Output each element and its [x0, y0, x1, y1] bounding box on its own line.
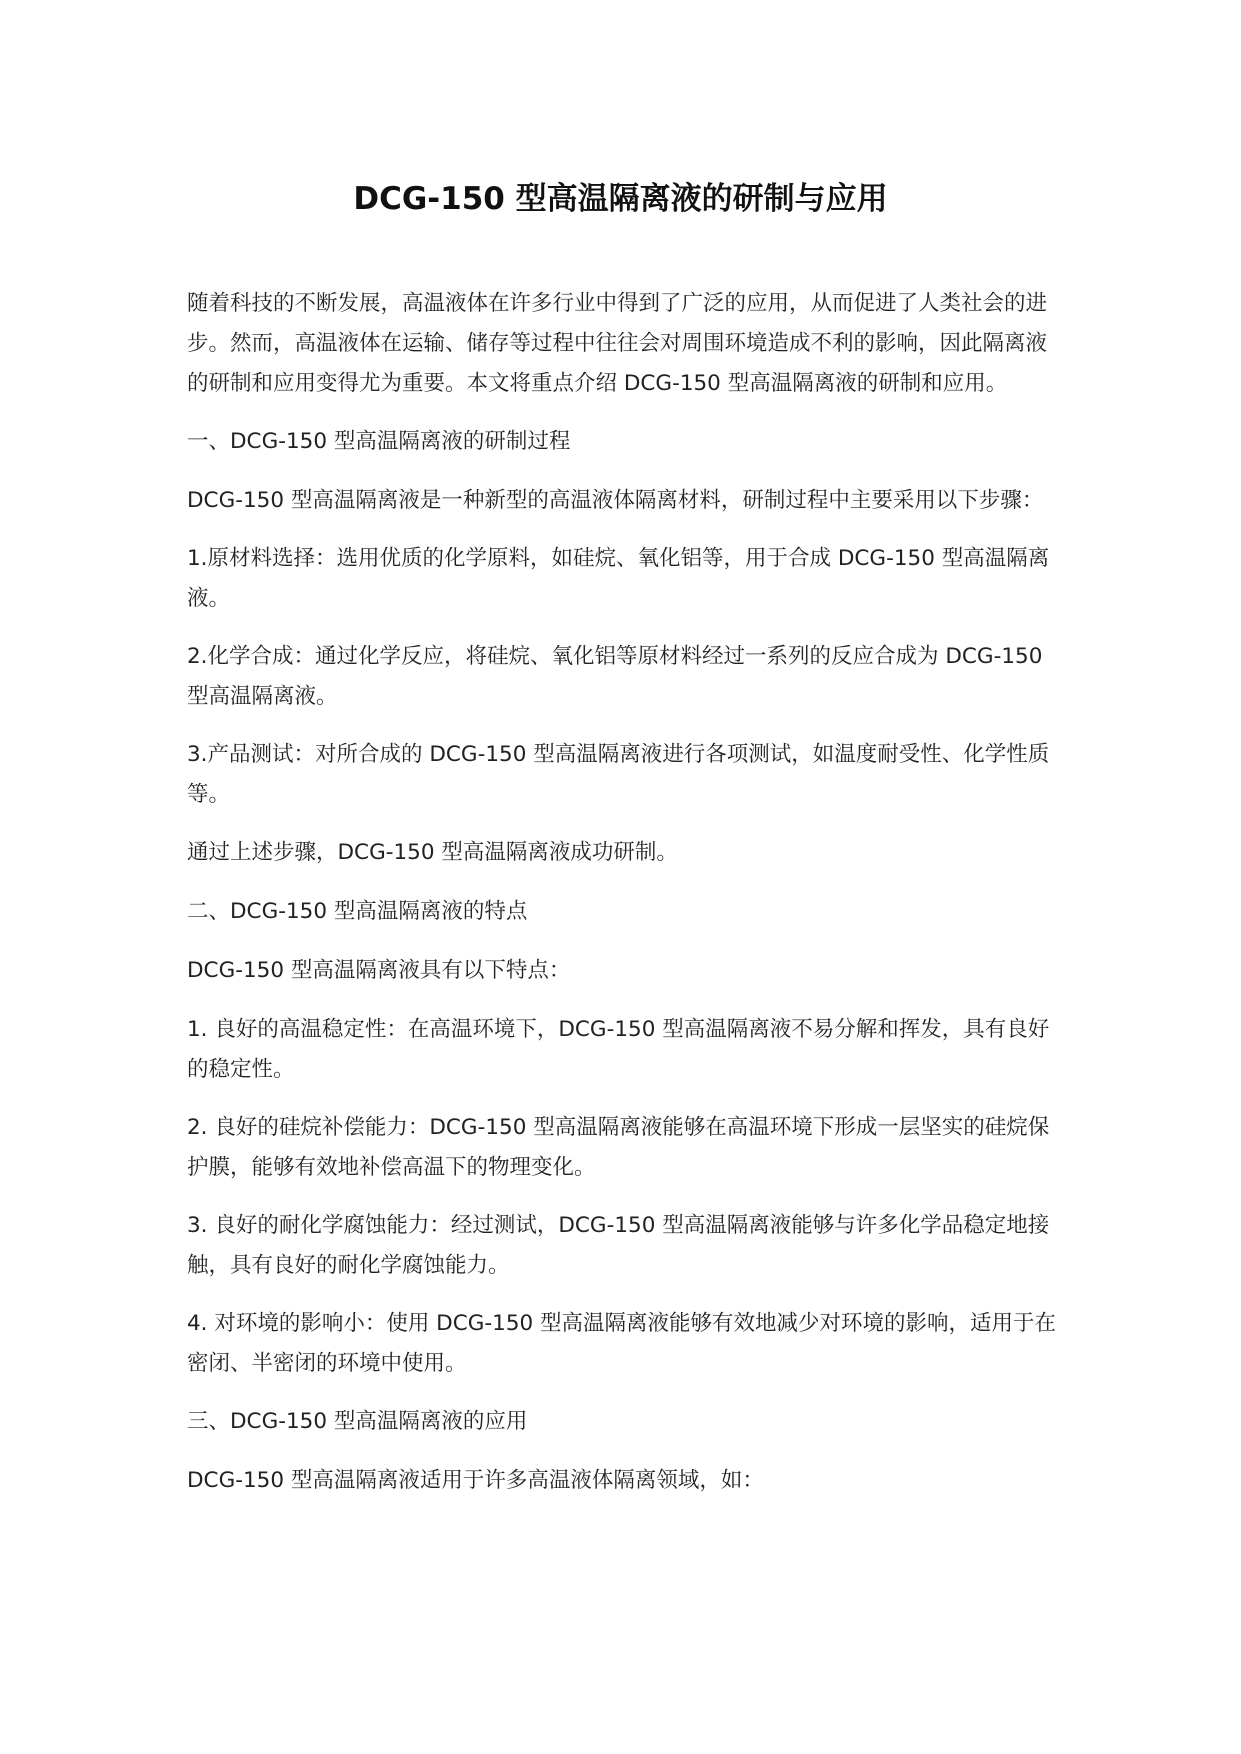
intro-paragraph: 随着科技的不断发展，高温液体在许多行业中得到了广泛的应用，从而促进了人类社会的进步。然而，高温液体在运输、储存等过程中往往会对周围环境造成不利的影响，因此隔离液的研制和应用变得尤为重要。本文将重点介绍 DCG-150 型高温隔离液的研制和应用。 — [187, 291, 1048, 396]
list-item: 1. 良好的高温稳定性：在高温环境下，DCG-150 型高温隔离液不易分解和挥发，具有良好的稳定性。 — [187, 1017, 1050, 1082]
paragraph: DCG-150 型高温隔离液适用于许多高温液体隔离领域，如： — [187, 1468, 764, 1493]
document-body — [187, 284, 1057, 1520]
list-item: 4. 对环境的影响小：使用 DCG-150 型高温隔离液能够有效地减少对环境的影响，适用于在密闭、半密闭的环境中使用。 — [187, 1311, 1057, 1376]
list-item: 2. 良好的硅烷补偿能力：DCG-150 型高温隔离液能够在高温环境下形成一层坚实的硅烷保护膜，能够有效地补偿高温下的物理变化。 — [187, 1115, 1050, 1180]
list-item: 3.产品测试：对所合成的 DCG-150 型高温隔离液进行各项测试，如温度耐受性、化学性质等。 — [187, 742, 1050, 807]
section-heading-3: 三、DCG-150 型高温隔离液的应用 — [187, 1409, 528, 1434]
section-heading-1: 一、DCG-150 型高温隔离液的研制过程 — [187, 429, 571, 454]
list-item: 3. 良好的耐化学腐蚀能力：经过测试，DCG-150 型高温隔离液能够与许多化学品稳定地接触，具有良好的耐化学腐蚀能力。 — [187, 1213, 1050, 1278]
document-title: DCG-150 型高温隔离液的研制与应用 — [353, 181, 888, 217]
list-item: 2.化学合成：通过化学反应，将硅烷、氧化铝等原材料经过一系列的反应合成为 DCG-150 型高温隔离液。 — [187, 644, 1043, 709]
paragraph: 通过上述步骤，DCG-150 型高温隔离液成功研制。 — [187, 840, 678, 865]
paragraph: DCG-150 型高温隔离液是一种新型的高温液体隔离材料，研制过程中主要采用以下步骤： — [187, 488, 1044, 513]
section-heading-2: 二、DCG-150 型高温隔离液的特点 — [187, 899, 528, 924]
list-item: 1.原材料选择：选用优质的化学原料，如硅烷、氧化铝等，用于合成 DCG-150 型高温隔离液。 — [187, 546, 1050, 611]
paragraph: DCG-150 型高温隔离液具有以下特点： — [187, 958, 571, 983]
